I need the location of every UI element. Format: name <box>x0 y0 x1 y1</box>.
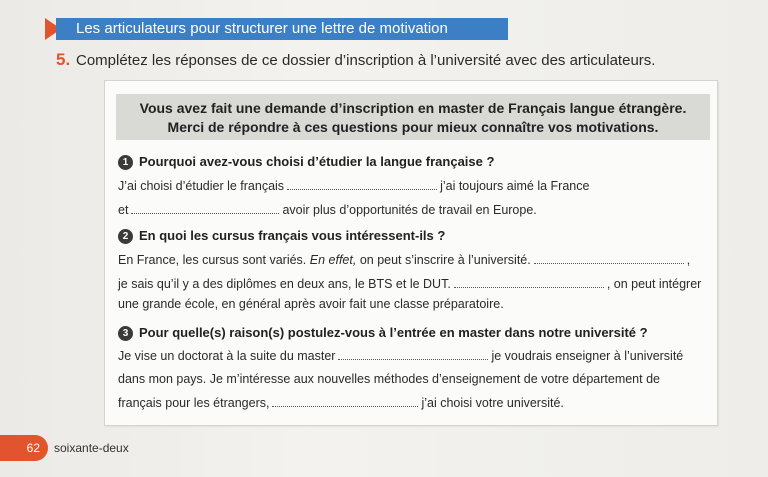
form-header-line-1: Vous avez fait une demande d’inscription en master de Français langue étrangère. <box>139 100 687 116</box>
form-header <box>116 94 710 140</box>
answer-text: j’ai choisi votre université. <box>421 396 564 410</box>
question-2 <box>118 228 445 244</box>
answer-2-line-2 <box>118 276 701 291</box>
answer-3-line-2: dans mon pays. Je m’intéresse aux nouvelles méthodes d’enseignement de votre département de <box>118 372 660 386</box>
question-1-text: Pourquoi avez-vous choisi d’étudier la langue française ? <box>139 154 495 169</box>
answer-2-line-1 <box>118 252 690 267</box>
answer-text: et <box>118 203 129 217</box>
question-number-icon: 2 <box>118 229 133 244</box>
page-number: 62 <box>0 435 48 461</box>
blank-field[interactable] <box>131 202 279 214</box>
answer-text: , <box>686 253 691 267</box>
answer-text: j’ai toujours aimé la France <box>440 179 590 193</box>
answer-1-line-2 <box>118 202 537 217</box>
answer-text: avoir plus d’opportunités de travail en Europe. <box>282 203 537 217</box>
blank-field[interactable] <box>287 178 437 190</box>
section-title: Les articulateurs pour structurer une lettre de motivation <box>56 18 508 40</box>
answer-text: je sais qu’il y a des diplômes en deux ans, le BTS et le DUT. <box>118 277 451 291</box>
answer-text: français pour les étrangers, <box>118 396 270 410</box>
answer-3-line-3 <box>118 395 564 410</box>
question-2-text: En quoi les cursus français vous intéressent-ils ? <box>139 228 446 243</box>
page-number-words: soixante-deux <box>54 441 129 455</box>
blank-field[interactable] <box>338 348 488 360</box>
answer-1-line-1 <box>118 178 589 193</box>
question-number-icon: 1 <box>118 155 133 170</box>
answer-text: , on peut intégrer <box>606 277 702 291</box>
blank-field[interactable] <box>272 395 418 407</box>
blank-field[interactable] <box>534 252 684 264</box>
answer-text: J’ai choisi d’étudier le français <box>118 179 285 193</box>
exercise-instruction: Complétez les réponses de ce dossier d’inscription à l’université avec des articulateurs. <box>76 52 656 69</box>
answer-2-line-3: une grande école, en général après avoir fait une classe préparatoire. <box>118 297 504 311</box>
answer-3-line-1 <box>118 348 683 363</box>
question-1 <box>118 154 494 170</box>
answer-text: je voudrais enseigner à l’université <box>491 349 684 363</box>
answer-text: on peut s’inscrire à l’université. <box>359 253 531 267</box>
answer-text-italic: En effet, <box>309 253 357 267</box>
blank-field[interactable] <box>454 276 604 288</box>
question-3-text: Pour quelle(s) raison(s) postulez-vous à l’entrée en master dans notre université ? <box>139 325 648 340</box>
answer-text: Je vise un doctorat à la suite du master <box>118 349 336 363</box>
question-3 <box>118 325 648 341</box>
question-number-icon: 3 <box>118 326 133 341</box>
exercise-number: 5. <box>56 50 71 69</box>
form-header-line-2: Merci de répondre à ces questions pour mieux connaître vos motivations. <box>167 119 659 135</box>
answer-text: En France, les cursus sont variés. <box>118 253 307 267</box>
